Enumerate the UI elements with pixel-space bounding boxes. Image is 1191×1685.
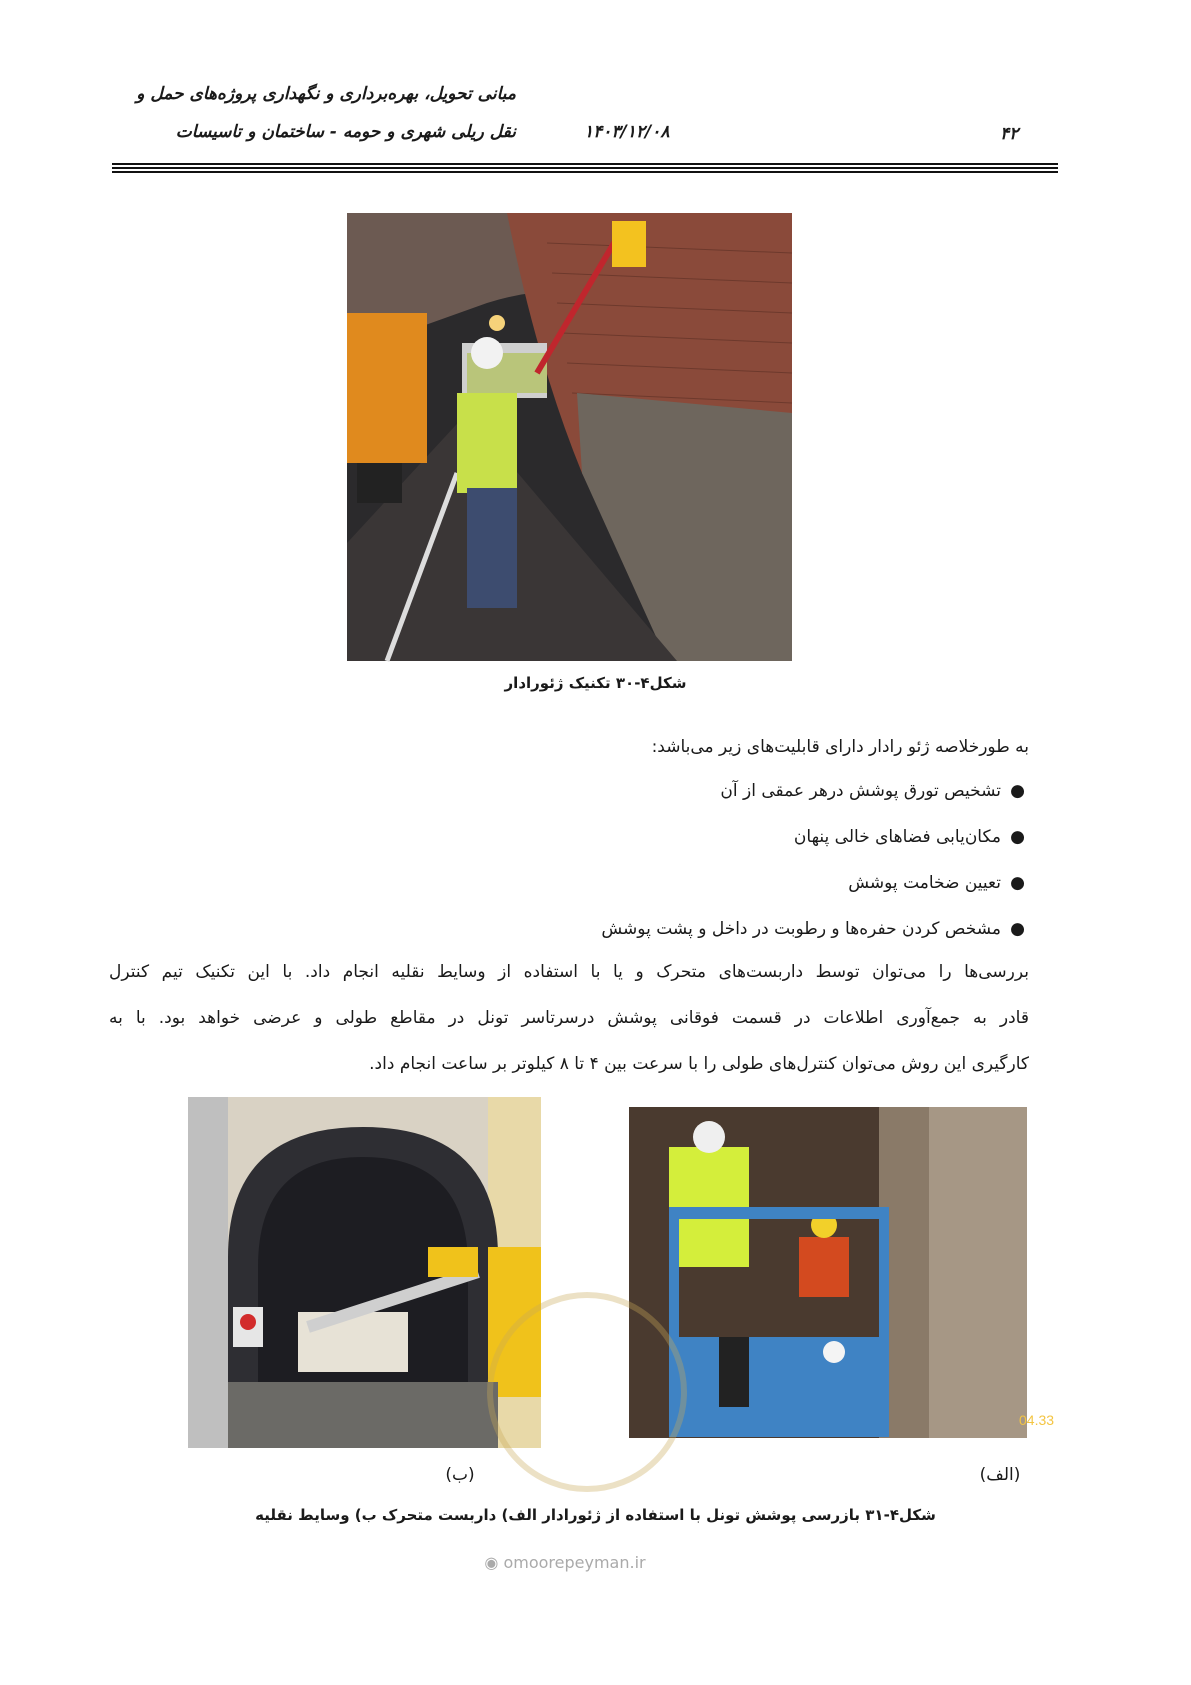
header-rule xyxy=(112,163,1058,165)
body-line: کارگیری این روش می‌توان کنترل‌های طولی را با سرعت بین ۴ تا ۸ کیلوتر بر ساعت انجام داد. xyxy=(369,1054,1029,1074)
header-title-line2: نقل ریلی شهری و حومه - ساختمان و تاسیسات xyxy=(175,122,516,142)
header-title-line1: مبانی تحویل، بهره‌برداری و نگهداری پروژه‌های حمل و xyxy=(136,84,516,104)
photo-timestamp: 04.33 xyxy=(1019,1412,1055,1428)
header-date: ۱۴۰۳/۱۲/۰۸ xyxy=(584,122,670,142)
list-item: ● تعیین ضخامت پوشش xyxy=(325,870,1025,916)
capabilities-list xyxy=(325,778,1025,962)
page-number: ۴۲ xyxy=(1000,124,1019,144)
watermark-logo-icon: ◉ xyxy=(484,1553,499,1572)
intro-paragraph: به طورخلاصه ژئو رادار دارای قابلیت‌های زیر می‌باشد: xyxy=(651,737,1029,757)
body-line: بررسی‌ها را می‌توان توسط داربست‌های متحرک و یا با استفاده از وسایط نقلیه انجام داد. با این تکنیک تیم کنترل xyxy=(109,962,1029,982)
list-item: ● مشخص کردن حفره‌ها و رطوبت در داخل و پشت پوشش xyxy=(325,916,1025,962)
subfigure-label-b: (ب) xyxy=(445,1465,475,1485)
scaffold-inspection-photo xyxy=(629,1107,1055,1438)
list-item: ● تشخیص تورق پوشش درهر عمقی از آن xyxy=(325,778,1025,824)
header-rule xyxy=(112,167,1058,169)
body-paragraph xyxy=(109,955,1029,1093)
bullet-icon: ● xyxy=(1010,919,1025,939)
bullet-icon: ● xyxy=(1010,873,1025,893)
header-rule xyxy=(112,171,1058,173)
bullet-icon: ● xyxy=(1010,827,1025,847)
bullet-icon: ● xyxy=(1010,781,1025,801)
watermark-site: ◉ omoorepeyman.ir xyxy=(484,1553,646,1572)
figure-caption-31: شکل۴-۳۱ بازرسی پوشش تونل با استفاده از ژئورادار الف) داربست متحرک ب) وسایط نقلیه xyxy=(255,1506,936,1524)
gpr-tunnel-photo xyxy=(347,213,792,661)
body-line: قادر به جمع‌آوری اطلاعات در قسمت فوقانی پوشش درسرتاسر تونل در مقاطع طولی و عرضی خواهد بود. با به xyxy=(109,1008,1029,1028)
list-item: ● مکان‌یابی فضاهای خالی پنهان xyxy=(325,824,1025,870)
figure-caption-30: شکل۴-۳۰ تکنیک ژئورادار xyxy=(504,674,687,692)
watermark-seal xyxy=(487,1292,687,1492)
subfigure-label-a: (الف) xyxy=(979,1465,1021,1485)
